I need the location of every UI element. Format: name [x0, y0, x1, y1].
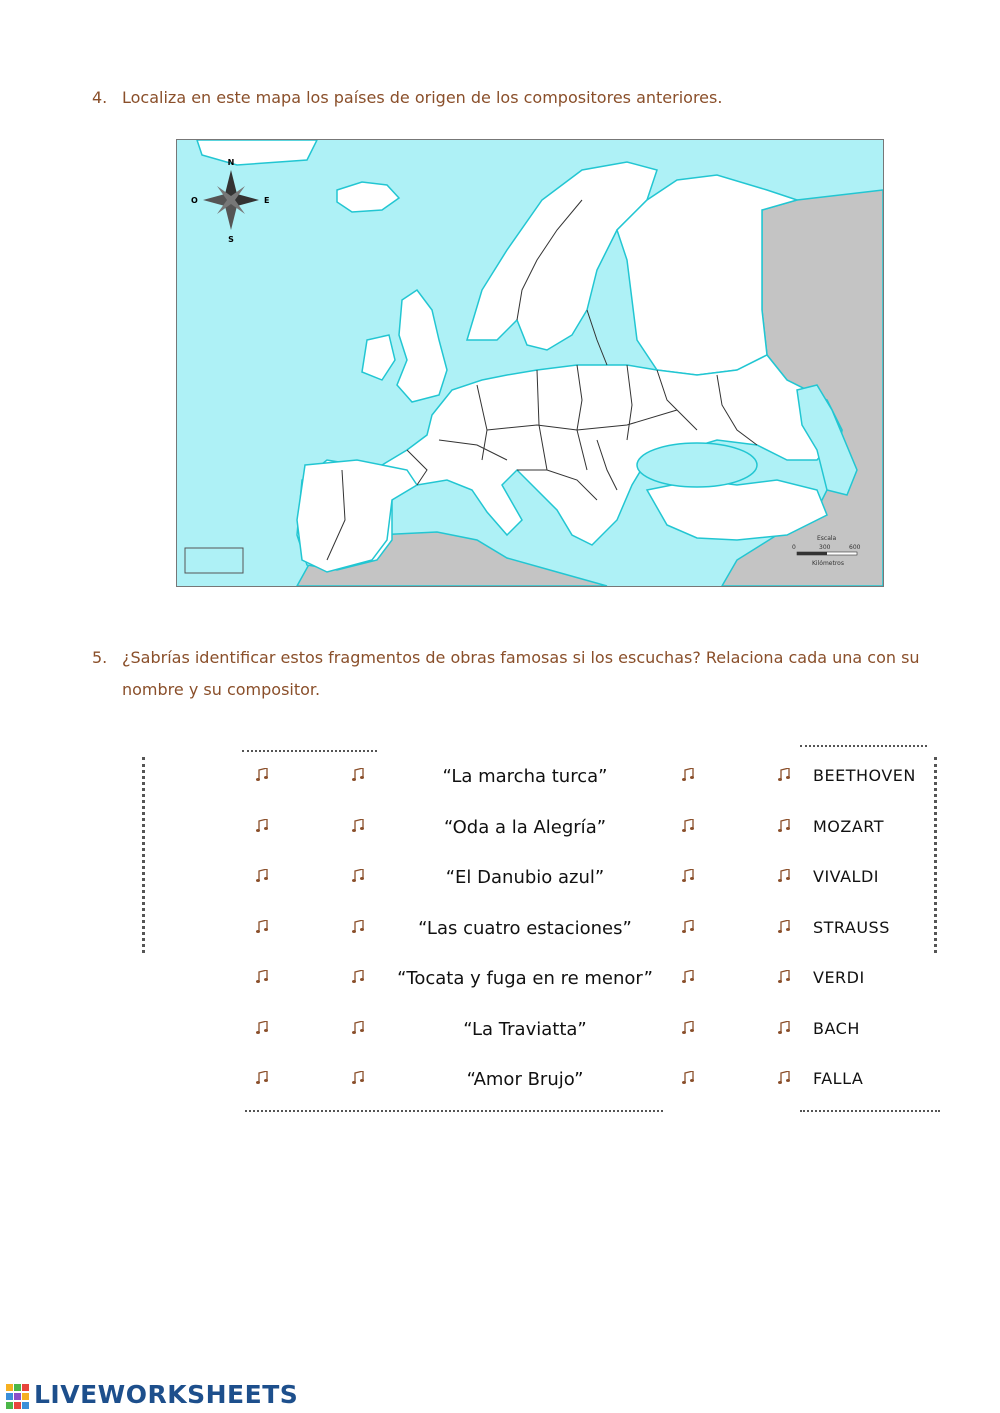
scale-unit: Kilómetros: [812, 560, 844, 567]
work-title: “Amor Brujo”: [466, 1069, 584, 1090]
music-note-icon[interactable]: [778, 767, 794, 783]
dotted-frame-bottom-middle: [245, 1110, 663, 1112]
composer-name: FALLA: [813, 1069, 864, 1088]
music-note-icon[interactable]: [682, 818, 698, 834]
music-note-icon[interactable]: [682, 969, 698, 985]
compass-s-label: S: [228, 235, 234, 244]
music-note-icon[interactable]: [778, 1020, 794, 1036]
scale-tick-0: 0: [792, 544, 796, 551]
music-note-icon[interactable]: [256, 868, 272, 884]
composer-name: VERDI: [813, 968, 865, 987]
music-note-icon[interactable]: [682, 1020, 698, 1036]
question-4: [92, 82, 962, 114]
question-4-text: Localiza en este mapa los países de origen de los compositores anteriores.: [122, 88, 723, 107]
map-inset-canarias: [185, 548, 243, 573]
music-note-icon[interactable]: [352, 868, 368, 884]
question-4-number: 4.: [92, 88, 108, 107]
compass-o-label: O: [191, 196, 198, 205]
map-black-sea: [637, 443, 757, 487]
dotted-frame-top-left: [242, 750, 377, 752]
composer-name: MOZART: [813, 816, 885, 836]
music-note-icon[interactable]: [256, 969, 272, 985]
composer-name: STRAUSS: [813, 917, 890, 937]
work-title: “Oda a la Alegría”: [443, 816, 607, 838]
music-note-icon[interactable]: [352, 767, 368, 783]
question-5: [92, 642, 962, 712]
music-note-icon[interactable]: [256, 1070, 272, 1086]
dotted-frame-left: [142, 757, 145, 953]
compass-n-label: N: [227, 158, 235, 167]
music-note-icon[interactable]: [682, 919, 698, 935]
dotted-frame-bottom-right: [800, 1110, 940, 1112]
composer-name: BEETHOVEN: [813, 766, 916, 785]
footer-brand: LIVEWORKSHEETS: [34, 1380, 299, 1409]
music-note-icon[interactable]: [352, 1070, 368, 1086]
music-note-icon[interactable]: [256, 919, 272, 935]
work-title: “El Danubio azul”: [445, 867, 605, 888]
compass-e-label: E: [264, 196, 270, 205]
music-note-icon[interactable]: [256, 1020, 272, 1036]
work-title: “Las cuatro estaciones”: [418, 917, 632, 939]
work-title: “Tocata y fuga en re menor”: [397, 968, 653, 989]
dotted-frame-right: [934, 757, 937, 953]
work-title: “La marcha turca”: [442, 766, 608, 787]
music-note-icon[interactable]: [778, 969, 794, 985]
music-note-icon[interactable]: [256, 818, 272, 834]
liveworksheets-logo-icon: [6, 1384, 30, 1410]
composer-name: BACH: [813, 1018, 860, 1038]
music-note-icon[interactable]: [682, 868, 698, 884]
music-note-icon[interactable]: [256, 767, 272, 783]
music-note-icon[interactable]: [682, 767, 698, 783]
scale-title: Escala: [817, 535, 837, 542]
scale-tick-1: 300: [819, 544, 831, 551]
europe-map: [176, 139, 884, 587]
music-note-icon[interactable]: [682, 1070, 698, 1086]
music-note-icon[interactable]: [778, 818, 794, 834]
music-note-icon[interactable]: [352, 1020, 368, 1036]
dotted-frame-top-right: [800, 745, 927, 747]
question-5-number: 5.: [92, 648, 108, 667]
music-note-icon[interactable]: [352, 818, 368, 834]
scale-tick-2: 600: [849, 544, 861, 551]
music-note-icon[interactable]: [352, 919, 368, 935]
question-5-text: ¿Sabrías identificar estos fragmentos de obras famosas si los escuchas? Relaciona cada una con su nombre y su compositor.: [122, 648, 920, 699]
music-note-icon[interactable]: [352, 969, 368, 985]
composer-name: VIVALDI: [813, 867, 879, 886]
music-note-icon[interactable]: [778, 919, 794, 935]
music-note-icon[interactable]: [778, 1070, 794, 1086]
music-note-icon[interactable]: [778, 868, 794, 884]
work-title: “La Traviatta”: [463, 1018, 587, 1040]
